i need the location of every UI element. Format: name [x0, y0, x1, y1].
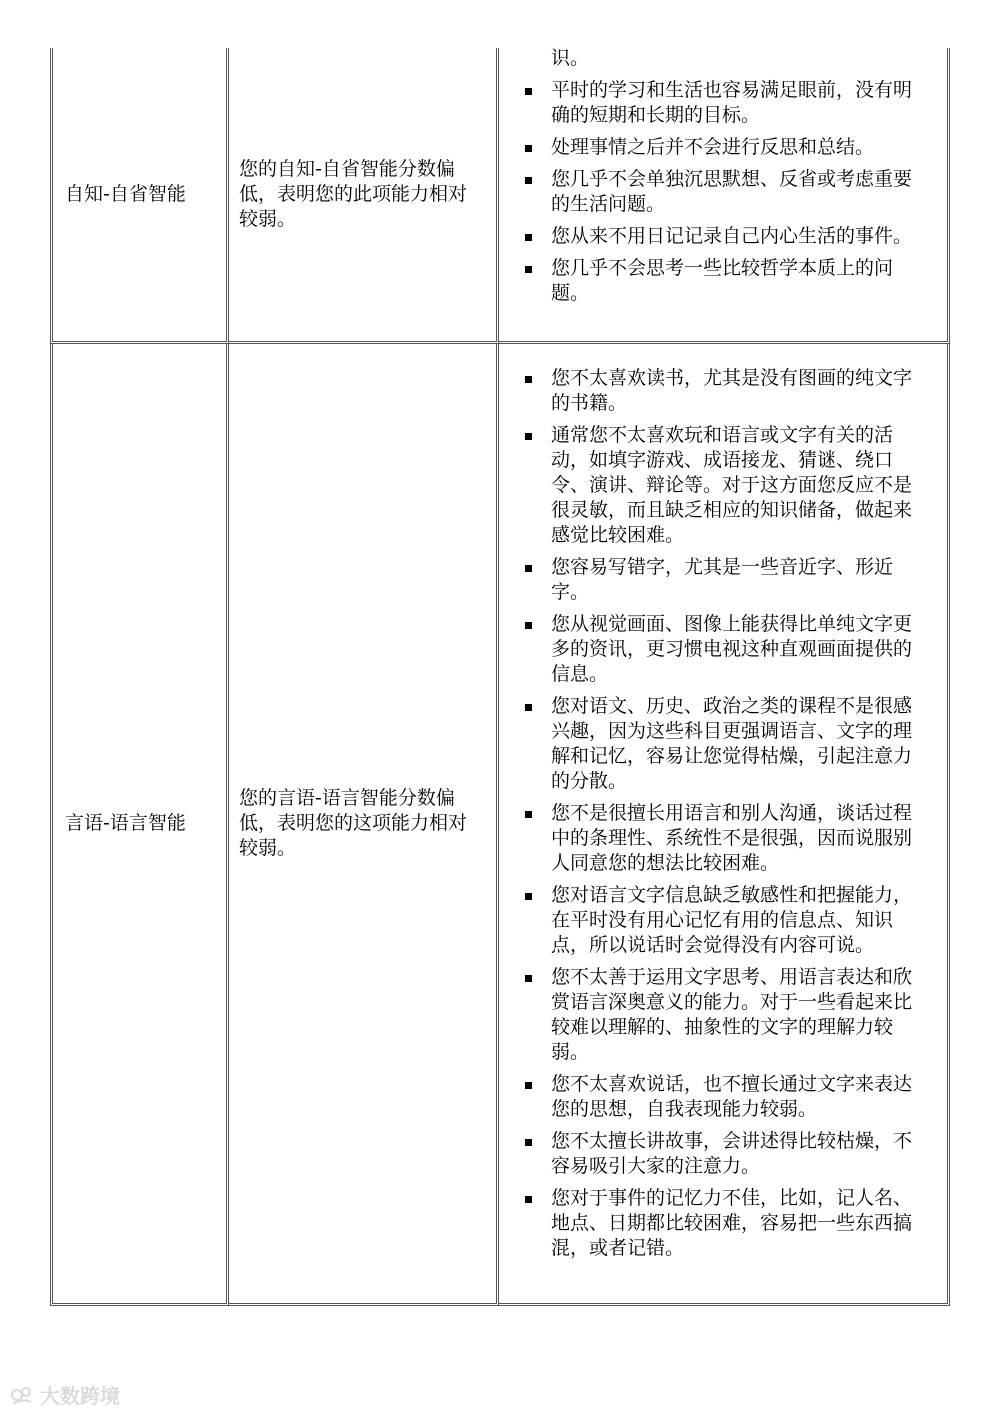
list-item: 您几乎不会单独沉思默想、反省或考虑重要的生活问题。 — [521, 167, 925, 217]
list-item: 您容易写错字，尤其是一些音近字、形近字。 — [521, 555, 925, 605]
table-row — [50, 48, 950, 344]
list-item: 处理事情之后并不会进行反思和总结。 — [521, 135, 925, 160]
trait-list — [521, 46, 925, 306]
list-item: 您对语文、历史、政治之类的课程不是很感兴趣，因为这些科目更强调语言、文字的理解和记忆，容易让您觉得枯燥，引起注意力的分散。 — [521, 694, 925, 794]
list-item: 您不太喜欢读书，尤其是没有图画的纯文字的书籍。 — [521, 366, 925, 416]
intelligence-name: 言语-语言智能 — [50, 344, 229, 1306]
trait-list — [521, 344, 925, 1261]
intelligence-description: 您的言语-语言智能分数偏低，表明您的这项能力相对较弱。 — [229, 344, 499, 1306]
watermark-text: 大数跨境 — [40, 1384, 120, 1408]
intelligence-description: 您的自知-自省智能分数偏低，表明您的此项能力相对较弱。 — [229, 48, 499, 344]
trait-list-cell — [499, 344, 950, 1306]
trait-list-cell — [499, 48, 950, 344]
list-item: 您不太擅长讲故事，会讲述得比较枯燥，不容易吸引大家的注意力。 — [521, 1129, 925, 1179]
list-item: 您几乎不会思考一些比较哲学本质上的问题。 — [521, 256, 925, 306]
assessment-table — [50, 48, 950, 1306]
list-item: 您从来不用日记记录自己内心生活的事件。 — [521, 224, 925, 249]
list-item: 平时的学习和生活也容易满足眼前，没有明确的短期和长期的目标。 — [521, 78, 925, 128]
brand-logo-icon — [10, 1384, 34, 1406]
list-item: 通常您不太喜欢玩和语言或文字有关的活动，如填字游戏、成语接龙、猜谜、绕口令、演讲、辩论等。对于这方面您反应不是很灵敏，而且缺乏相应的知识储备，做起来感觉比较困难。 — [521, 423, 925, 548]
table-row — [50, 344, 950, 1306]
watermark — [10, 1380, 120, 1409]
list-item-continuation: 识。 — [551, 47, 590, 69]
list-item: 您不太喜欢说话，也不擅长通过文字来表达您的思想，自我表现能力较弱。 — [521, 1072, 925, 1122]
list-item: 您从视觉画面、图像上能获得比单纯文字更多的资讯，更习惯电视这种直观画面提供的信息。 — [521, 612, 925, 687]
list-item: 您对于事件的记忆力不佳，比如，记人名、地点、日期都比较困难，容易把一些东西搞混，或者记错。 — [521, 1186, 925, 1261]
list-item: 您对语言文字信息缺乏敏感性和把握能力，在平时没有用心记忆有用的信息点、知识点，所以说话时会觉得没有内容可说。 — [521, 883, 925, 958]
list-item: 您不太善于运用文字思考、用语言表达和欣赏语言深奥意义的能力。对于一些看起来比较难以理解的、抽象性的文字的理解力较弱。 — [521, 965, 925, 1065]
list-item: 您不是很擅长用语言和别人沟通，谈话过程中的条理性、系统性不是很强，因而说服别人同意您的想法比较困难。 — [521, 801, 925, 876]
intelligence-name: 自知-自省智能 — [50, 48, 229, 344]
